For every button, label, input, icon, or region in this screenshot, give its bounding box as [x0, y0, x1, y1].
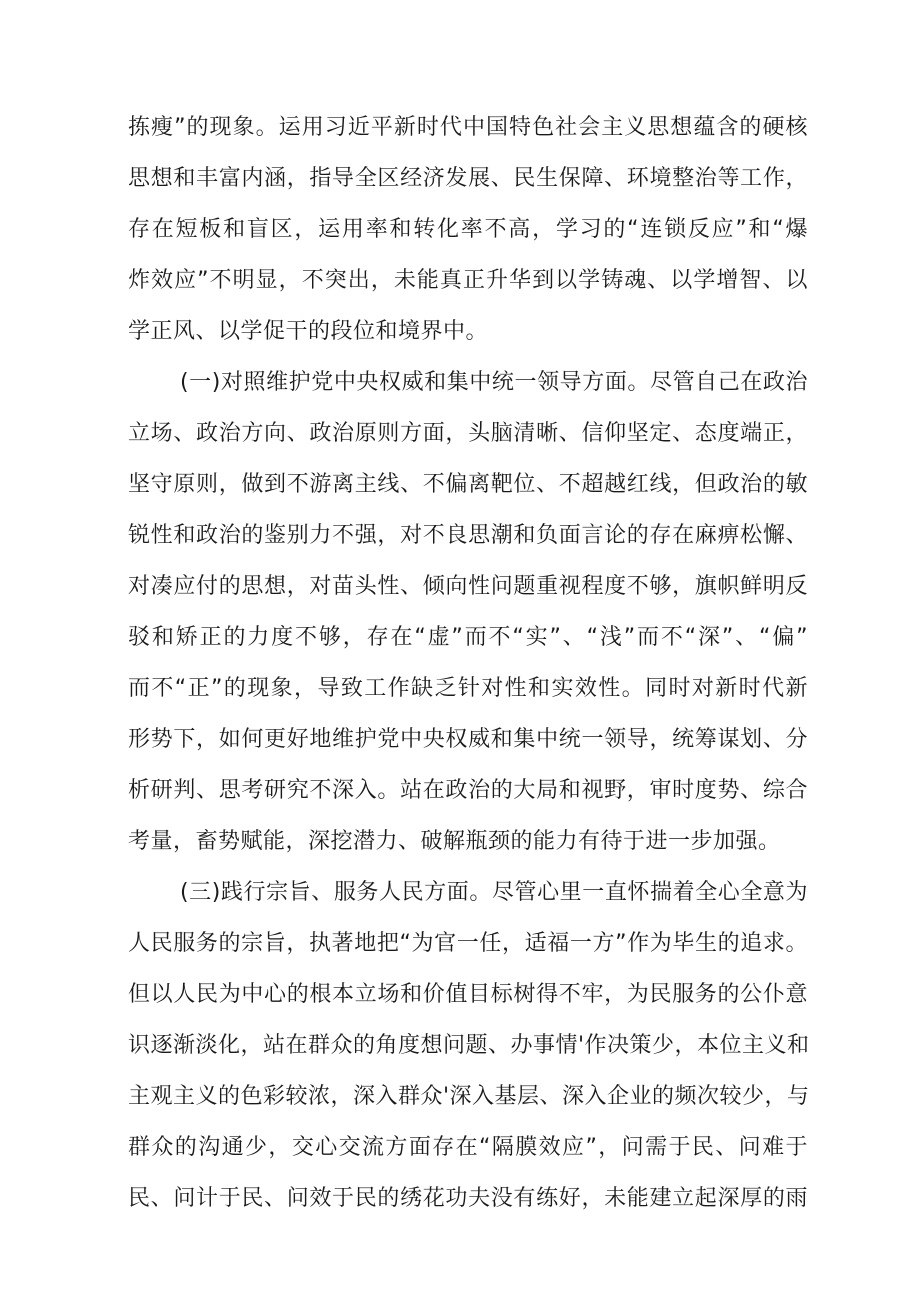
p2-line-5: 对凑应付的思想，对苗头性、倾向性问题重视程度不够，旗帜鲜明反 [128, 574, 808, 599]
p2-line-9: 析研判、思考研究不深入。站在政治的大局和视野，审时度势、综合 [128, 778, 808, 803]
p3-line-4: 识逐渐淡化，站在群众的角度想问题、办事情'作决策少，本位主义和 [128, 1033, 810, 1058]
p2-line-1: (一)对照维护党中央权威和集中统一领导方面。尽管自己在政治 [180, 370, 808, 395]
p2-line-3: 坚守原则，做到不游离主线、不偏离靶位、不超越红线，但政治的敏 [128, 472, 808, 497]
p3-line-6: 群众的沟通少，交心交流方面存在“隔膜效应”，问需于民、问难于 [128, 1135, 808, 1160]
p2-line-2: 立场、政治方向、政治原则方面，头脑清晰、信仰坚定、态度端正， [128, 421, 808, 446]
p1-line-2: 思想和丰富内涵，指导全区经济发展、民生保障、环境整治等工作， [128, 166, 808, 191]
p3-line-2: 人民服务的宗旨，执著地把“为官一任，适福一方”作为毕生的追求。 [128, 931, 808, 956]
p3-line-3: 但以人民为中心的根本立场和价值目标树得不牢，为民服务的公仆意 [128, 982, 808, 1007]
p1-line-4: 炸效应”不明显，不突出，未能真正升华到以学铸魂、以学增智、以 [128, 268, 808, 293]
p3-line-7: 民、问计于民、问效于民的绣花功夫没有练好，未能建立起深厚的雨 [128, 1186, 808, 1211]
p2-line-6: 驳和矫正的力度不够，存在“虚”而不“实”、“浅”而不“深”、“偏” [128, 625, 808, 650]
p3-line-5: 主观主义的色彩较浓，深入群众'深入基层、深入企业的频次较少，与 [128, 1084, 810, 1109]
p3-line-1: (三)践行宗旨、服务人民方面。尽管心里一直怀揣着全心全意为 [180, 880, 808, 905]
p1-line-5: 学正风、以学促干的段位和境界中。 [128, 319, 489, 344]
p2-line-7: 而不“正”的现象，导致工作缺乏针对性和实效性。同时对新时代新 [128, 676, 808, 701]
p2-line-10: 考量，畜势赋能，深挖潜力、破解瓶颈的能力有待于进一步加强。 [128, 829, 781, 854]
p1-line-1: 拣瘦”的现象。运用习近平新时代中国特色社会主义思想蕴含的硬核 [128, 115, 808, 140]
p2-line-4: 锐性和政治的鉴别力不强，对不良思潮和负面言论的存在麻痹松懈、 [128, 523, 808, 548]
p2-line-8: 形势下，如何更好地维护党中央权威和集中统一领导，统筹谋划、分 [128, 727, 808, 752]
p1-line-3: 存在短板和盲区，运用率和转化率不高，学习的“连锁反应”和“爆 [128, 217, 808, 242]
